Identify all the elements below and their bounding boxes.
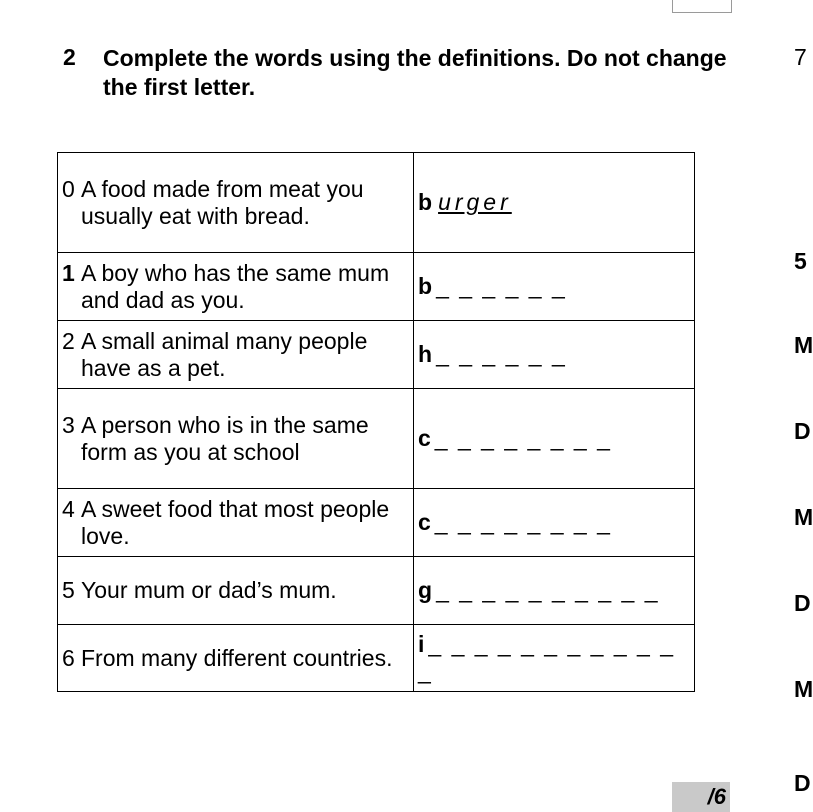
right-column-item: 5	[794, 248, 807, 274]
definition-text: A boy who has the same mum and dad as you.	[81, 259, 390, 313]
table-row	[58, 153, 695, 253]
row-number: 0	[62, 175, 75, 202]
first-letter: b	[418, 189, 433, 215]
first-letter: h	[418, 341, 433, 367]
answer-cell[interactable]	[414, 625, 695, 692]
right-column-item: M	[794, 332, 813, 358]
definition-text: A sweet food that most people love.	[81, 495, 390, 549]
exercise-number: 2	[63, 44, 76, 70]
answer-blanks: _ _ _ _ _ _ _ _ _ _	[436, 577, 660, 603]
table-row	[58, 389, 695, 489]
definition-cell	[58, 321, 414, 389]
answer-blanks: _ _ _ _ _ _ _ _	[434, 509, 612, 535]
right-column-item: 7	[794, 44, 807, 70]
answer-blanks: _ _ _ _ _ _ _ _	[434, 425, 612, 451]
row-number: 2	[62, 327, 75, 354]
definition-text: Your mum or dad’s mum.	[81, 577, 337, 603]
answer-blanks: _ _ _ _ _ _ _ _ _ _ _ _	[418, 631, 675, 684]
answer-cell[interactable]	[414, 153, 695, 253]
definition-text: A person who is in the same form as you at school	[81, 411, 369, 465]
definition-cell	[58, 489, 414, 557]
definition-cell	[58, 153, 414, 253]
right-column-item: D	[794, 590, 811, 616]
answer-cell[interactable]	[414, 557, 695, 625]
row-number: 3	[62, 411, 75, 438]
answer-cell[interactable]	[414, 321, 695, 389]
answer-cell[interactable]	[414, 389, 695, 489]
top-frame-box	[672, 0, 732, 13]
right-column-item: M	[794, 504, 813, 530]
table-row	[58, 625, 695, 692]
table-row	[58, 321, 695, 389]
row-number: 1	[62, 259, 75, 286]
first-letter: i	[418, 631, 425, 657]
answer-cell[interactable]	[414, 253, 695, 321]
definition-cell	[58, 625, 414, 692]
table-row	[58, 253, 695, 321]
answer-blanks: _ _ _ _ _ _	[436, 273, 567, 299]
row-number: 4	[62, 495, 75, 522]
definition-cell	[58, 389, 414, 489]
right-column-item: D	[794, 418, 811, 444]
exercise-title: Complete the words using the definitions. Do not change the first letter.	[103, 45, 727, 100]
answer-cell[interactable]	[414, 489, 695, 557]
row-number: 5	[62, 577, 75, 603]
first-letter: c	[418, 425, 431, 451]
definition-text: A food made from meat you usually eat with bread.	[81, 175, 364, 229]
definition-cell	[58, 557, 414, 625]
first-letter: c	[418, 509, 431, 535]
exercise-table	[57, 152, 695, 692]
table-row	[58, 489, 695, 557]
right-column-item: D	[794, 770, 811, 796]
example-answer: urger	[438, 189, 512, 215]
first-letter: g	[418, 577, 433, 603]
score-box: /6	[672, 782, 730, 812]
definition-cell	[58, 253, 414, 321]
definition-text: A small animal many people have as a pet.	[81, 327, 368, 381]
right-column-item: M	[794, 676, 813, 702]
row-number: 6	[62, 644, 75, 671]
answer-blanks: _ _ _ _ _ _	[436, 341, 567, 367]
table-row	[58, 557, 695, 625]
definition-text: From many different countries.	[81, 644, 393, 671]
first-letter: b	[418, 273, 433, 299]
